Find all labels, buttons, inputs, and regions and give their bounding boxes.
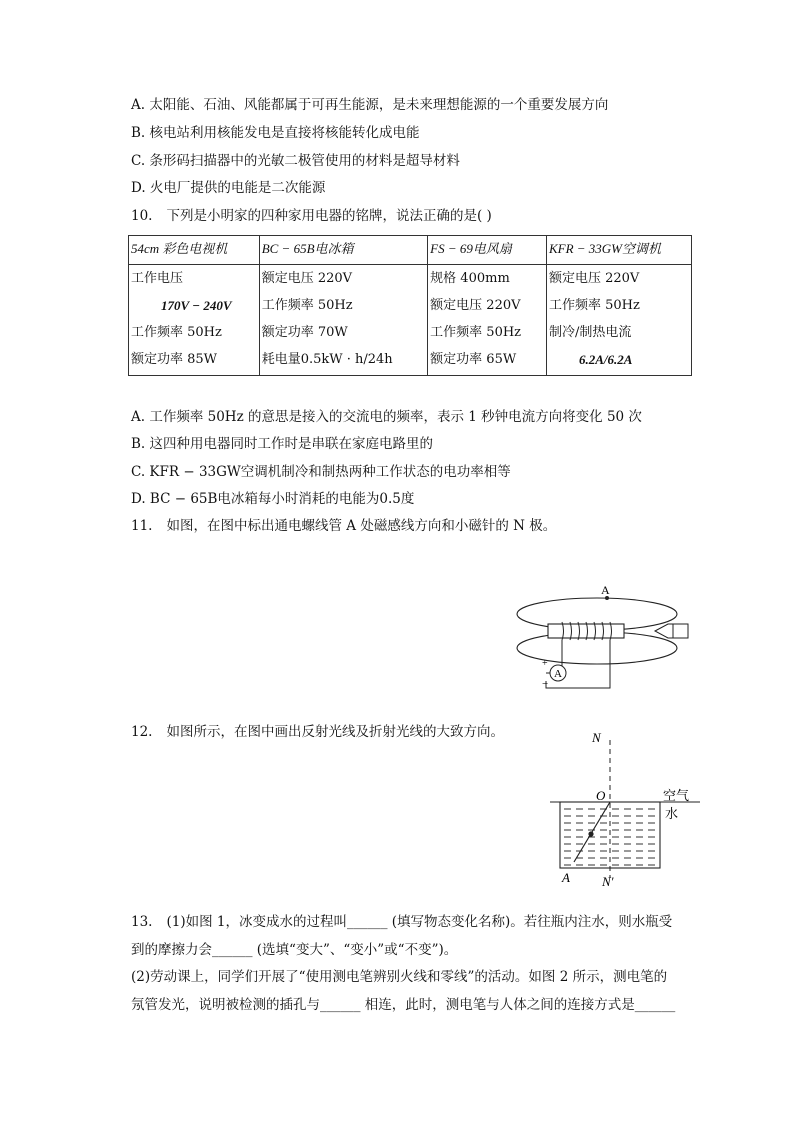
q9-option-b: B. 核电站利用核能发电是直接将核能转化成电能 [131, 125, 420, 141]
normal-top-label: N [592, 730, 601, 745]
table-header-tv: 54cm 彩色电视机 [129, 236, 260, 265]
fan-spec-line: 额定电压 220V [430, 298, 521, 313]
fridge-spec-line: 额定功率 70W [261, 325, 348, 340]
q10-option-a: A. 工作频率 50Hz 的意思是接入的交流电的频率，表示 1 秒钟电流方向将变化 50 次 [131, 409, 642, 425]
q13-line-3: (2)劳动课上，同学们开展了“使用测电笔辨别火线和零线”的活动。如图 2 所示，测电笔的 [131, 969, 668, 985]
normal-bottom-label: N′ [602, 874, 614, 889]
solenoid-figure [510, 578, 695, 693]
point-a-label: A [601, 583, 610, 597]
q12-stem-line [131, 722, 504, 742]
q10-number: 10. [131, 208, 153, 224]
q10-stem: 下列是小明家的四种家用电器的铭牌，说法正确的是( ) [166, 208, 492, 224]
q10-option-b: B. 这四种用电器同时工作时是串联在家庭电路里的 [131, 436, 434, 452]
q12-stem: 如图所示，在图中画出反射光线及折射光线的大致方向。 [166, 724, 504, 740]
q11-number: 11. [131, 518, 153, 534]
origin-label: O [596, 788, 606, 803]
ac-spec-line: 6.2A/6.2A [578, 352, 633, 367]
tv-spec-line: 170V − 240V [161, 298, 232, 313]
ammeter-plus: + [542, 658, 548, 669]
q10-stem-line [131, 206, 492, 226]
q10-option-c: C. KFR − 33GW空调机制冷和制热两种工作状态的电功率相等 [131, 464, 511, 480]
table-cell-fridge [259, 265, 427, 376]
q13-number: 13. [131, 914, 153, 930]
solenoid-core [548, 624, 624, 638]
ammeter-label: A [554, 668, 562, 680]
q13-line-4: 氖管发光，说明被检测的插孔与______ 相连，此时，测电笔与人体之间的连接方式是______ [131, 997, 676, 1013]
q11-stem-line [131, 516, 556, 536]
table-cell-ac [546, 265, 691, 376]
q12-number: 12. [131, 724, 153, 740]
table-header-fridge: BC − 65B电冰箱 [259, 236, 427, 265]
water-label: 水 [665, 806, 679, 821]
q9-option-d: D. 火电厂提供的电能是二次能源 [131, 180, 326, 196]
refraction-figure [550, 728, 700, 890]
q13-text: (1)如图 1，冰变成水的过程叫______ (填写物态变化名称)。若往瓶内注水，则水瓶受 [166, 914, 673, 930]
fridge-spec-line: 额定电压 220V [261, 271, 353, 286]
source-label: A [562, 870, 570, 885]
fan-spec-line: 额定功率 65W [430, 352, 517, 367]
table-cell-fan [428, 265, 547, 376]
compass-needle-icon [655, 624, 688, 638]
ac-spec-line: 制冷/制热电流 [548, 325, 632, 340]
ac-spec-line: 工作频率 50Hz [548, 298, 640, 313]
fan-spec-line: 规格 400mm [430, 271, 510, 286]
fridge-spec-line: 工作频率 50Hz [261, 298, 353, 313]
fridge-spec-line: 耗电量0.5kW · h/24h [261, 352, 393, 367]
q11-stem: 如图，在图中标出通电螺线管 A 处磁感线方向和小磁针的 N 极。 [166, 518, 557, 534]
table-header-fan: FS − 69电风扇 [428, 236, 547, 265]
appliance-nameplate-table [128, 235, 692, 376]
q13-line-2: 到的摩擦力会______ (选填“变大”、“变小”或“不变”)。 [131, 942, 458, 958]
q9-option-a: A. 太阳能、石油、风能都属于可再生能源，是未来理想能源的一个重要发展方向 [131, 97, 609, 113]
table-header-ac: KFR − 33GW空调机 [546, 236, 691, 265]
ac-spec-line: 额定电压 220V [548, 271, 640, 286]
table-cell-tv [129, 265, 260, 376]
q9-option-c: C. 条形码扫描器中的光敏二极管使用的材料是超导材料 [131, 153, 460, 169]
q10-option-d: D. BC − 65B电冰箱每小时消耗的电能为0.5度 [131, 491, 415, 507]
q13-line-1 [131, 912, 672, 932]
air-label: 空气 [663, 788, 690, 803]
tv-spec-line: 工作电压 [131, 271, 184, 286]
tv-spec-line: 额定功率 85W [131, 352, 218, 367]
ammeter-minus: − [542, 678, 549, 690]
ray-arrow-dot [588, 831, 593, 836]
tv-spec-line: 工作频率 50Hz [131, 325, 222, 340]
fan-spec-line: 工作频率 50Hz [430, 325, 522, 340]
